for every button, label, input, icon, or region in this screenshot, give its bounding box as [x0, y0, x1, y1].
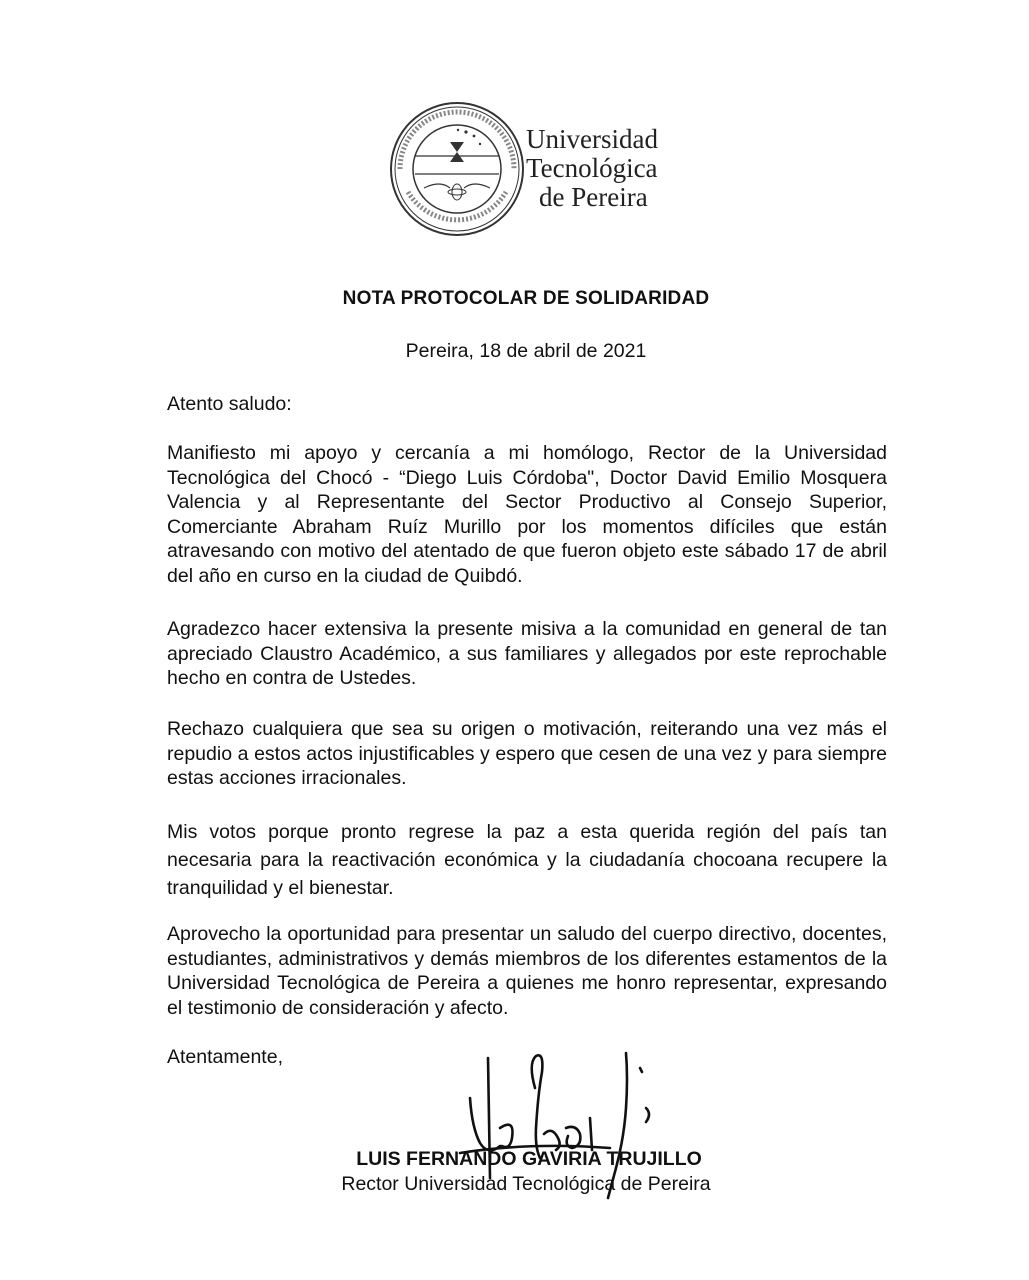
paragraph-1: Manifiesto mi apoyo y cercanía a mi homólogo, Rector de la Universidad Tecnológica del Chocó - “Diego Luis Córdoba", Doctor David Emilio Mosquera Valencia y al Representante del Sector Productivo al Consejo Superior, Comerciante Abraham Ruíz Murillo por los momentos difíciles que están atravesando con motivo del atentado de que fueron objeto este sábado 17 de abril del año en curso en la ciudad de Quibdó. — [167, 442, 887, 587]
university-name-line1: Universidad — [526, 124, 658, 154]
university-logo — [388, 100, 678, 240]
closing: Atentamente, — [167, 1046, 283, 1068]
paragraph-2: Agradezco hacer extensiva la presente misiva a la comunidad en general de tan apreciado Claustro Académico, a sus familiares y allegados por este reprochable hecho en contra de Ustedes. — [167, 618, 887, 689]
paragraph-5: Aprovecho la oportunidad para presentar un saludo del cuerpo directivo, docentes, estudiantes, administrativos y demás miembros de los diferentes estamentos de la Universidad Tecnológica de Pereira a quienes me honro representar, expresando el testimonio de consideración y afecto. — [167, 923, 887, 1019]
university-seal-icon — [388, 100, 526, 238]
signer-role: Rector Universidad Tecnológica de Pereira — [341, 1173, 711, 1195]
university-name — [526, 125, 658, 212]
document-title: NOTA PROTOCOLAR DE SOLIDARIDAD — [342, 288, 710, 309]
signer-name: LUIS FERNANDO GAVIRIA TRUJILLO — [356, 1148, 702, 1170]
paragraph-4: Mis votos porque pronto regrese la paz a esta querida región del país tan necesaria para la reactivación económica y la ciudadanía chocoana recupere la tranquilidad y el bienestar. — [167, 821, 887, 899]
document-date: Pereira, 18 de abril de 2021 — [405, 340, 647, 362]
greeting: Atento saludo: — [167, 393, 292, 415]
university-name-line3: de Pereira — [539, 182, 648, 212]
paragraph-3: Rechazo cualquiera que sea su origen o motivación, reiterando una vez más el repudio a estos actos injustificables y espero que cesen de una vez y para siempre estas acciones irracionales. — [167, 718, 887, 789]
university-name-line2: Tecnológica — [526, 153, 658, 183]
